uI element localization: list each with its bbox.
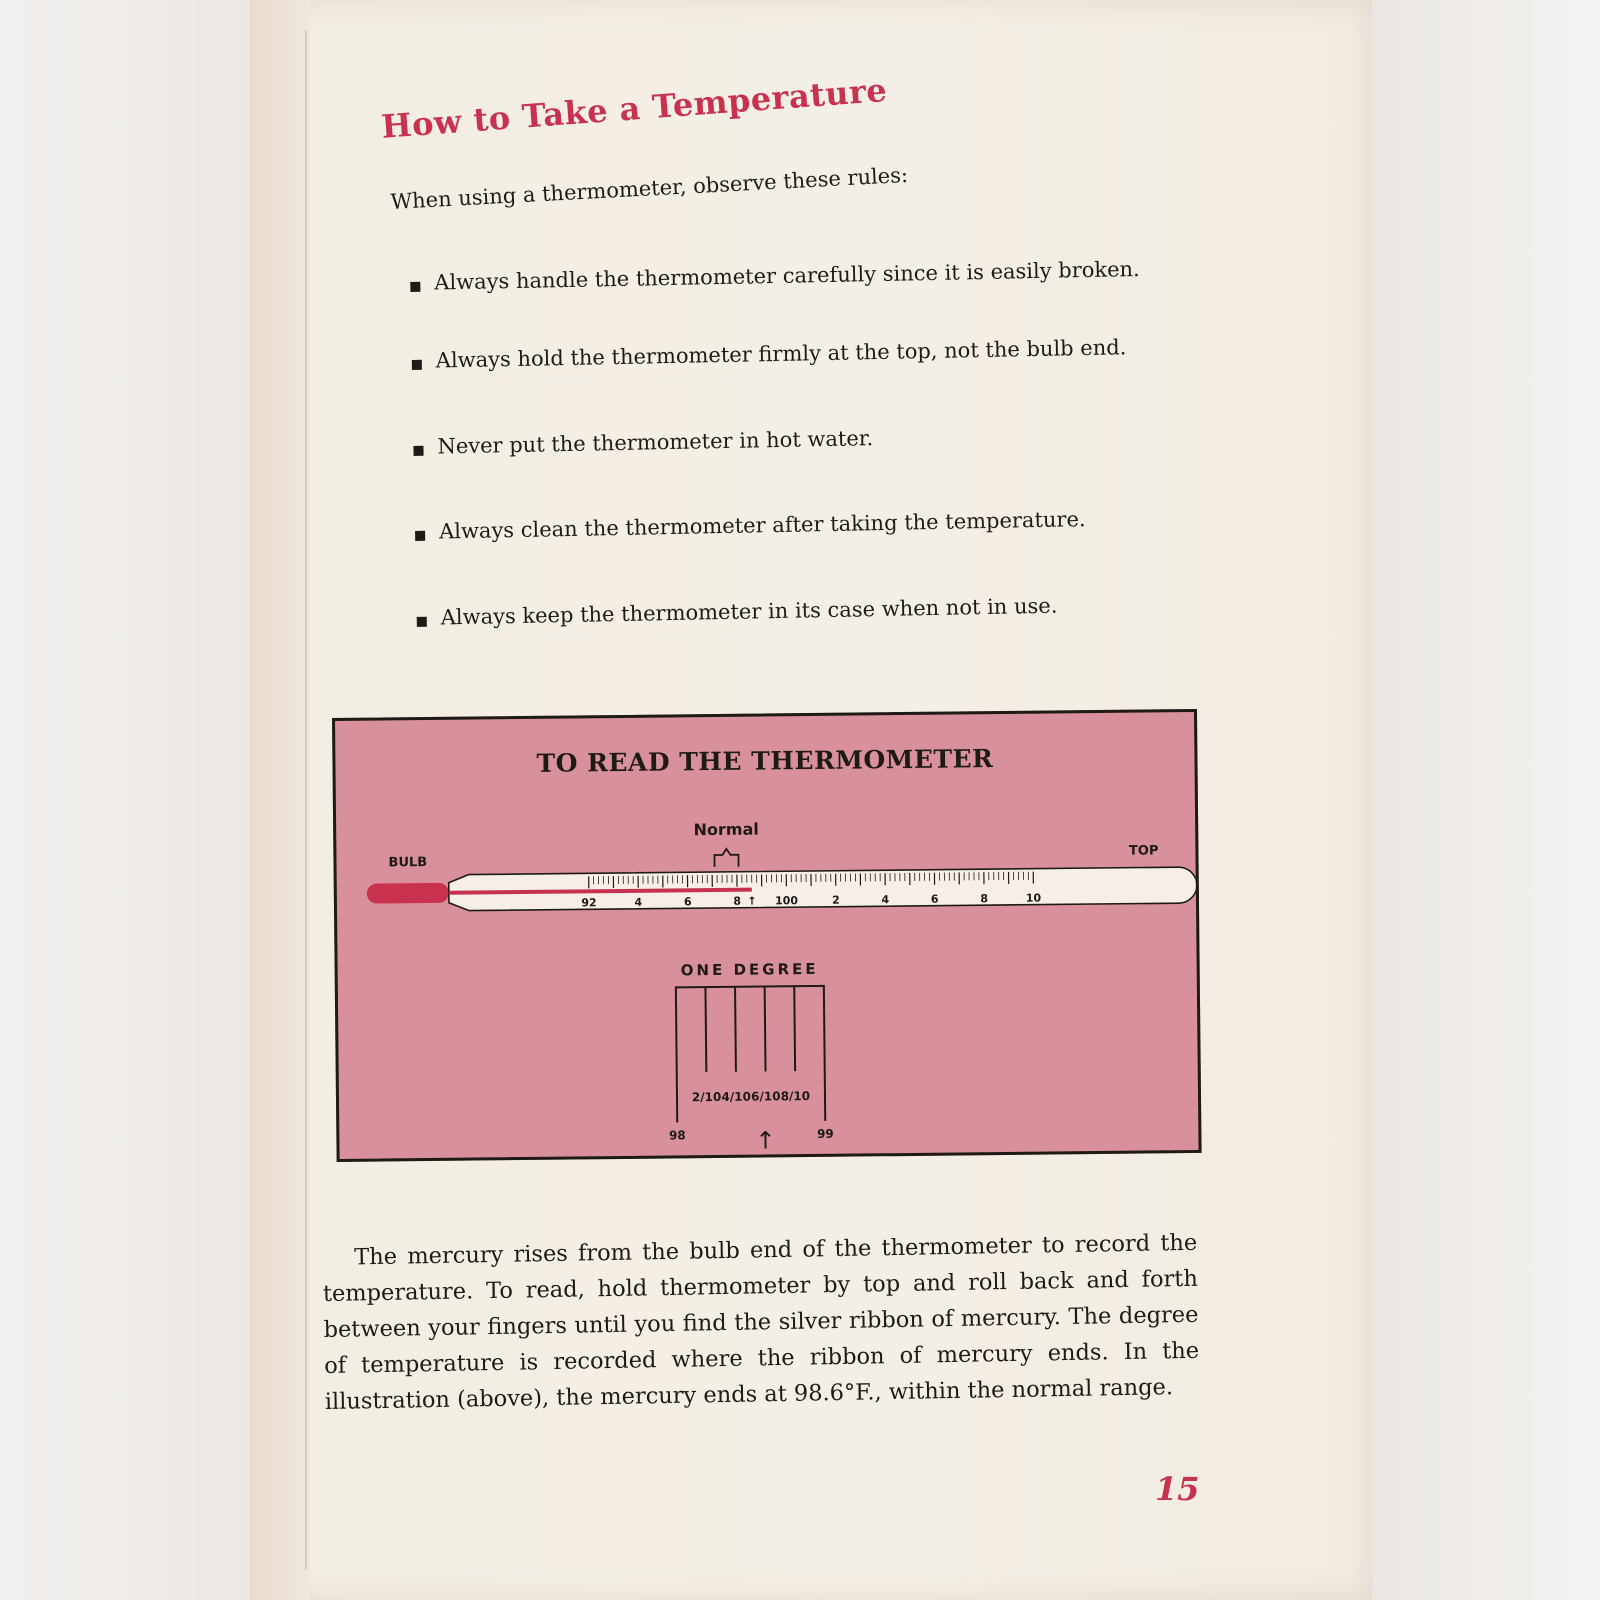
one-degree-label: ONE DEGREE xyxy=(680,959,819,980)
scale-label: 4 xyxy=(634,895,643,909)
rule-text: Always keep the thermometer in its case when not in use. xyxy=(440,593,1058,630)
detail-arrow-icon: ↑ xyxy=(755,1126,776,1155)
explanation-paragraph: The mercury rises from the bulb end of the thermometer to record the temperature. To read, hold thermometer by top and roll back and forth between your fingers until you find the silver ribbon of mercury. The degree of temperature is recorded where the ribbon of mercury ends. In the illustration (above), the mercury ends at 98.6°F., within the normal range. xyxy=(322,1229,1200,1415)
page-title: How to Take a Temperature xyxy=(380,70,889,146)
list-item xyxy=(410,253,1210,299)
scale-label: 8 xyxy=(980,892,989,906)
thermometer-diagram xyxy=(332,709,1202,1162)
scale-label: 6 xyxy=(930,892,939,906)
detail-start-label: 98 xyxy=(668,1128,686,1143)
list-item xyxy=(413,416,1213,462)
tenth-line xyxy=(794,986,795,1071)
list-item xyxy=(416,587,1216,633)
bullet-icon xyxy=(413,446,423,456)
scale-label: 4 xyxy=(881,893,890,907)
tenth-line xyxy=(735,987,736,1072)
top-label: TOP xyxy=(1128,843,1159,859)
scale-label: 2 xyxy=(832,893,840,907)
one-degree-detail xyxy=(676,986,825,1123)
fraction-label: 4/10 xyxy=(721,1089,751,1104)
scale-label: 6 xyxy=(683,895,692,909)
page-content xyxy=(320,40,1220,1560)
background-right xyxy=(1372,0,1600,1600)
scale-label: 10 xyxy=(1025,891,1042,905)
normal-arrow-icon: ↑ xyxy=(747,894,757,908)
thermometer-illustration xyxy=(335,712,1199,1159)
diagram-title: TO READ THE THERMOMETER xyxy=(536,744,994,778)
fraction-label: 6/10 xyxy=(750,1089,781,1104)
fraction-label: 2/10 xyxy=(691,1089,722,1105)
bullet-icon xyxy=(412,360,422,370)
fraction-label: 8/10 xyxy=(780,1089,811,1104)
thermometer-body xyxy=(449,867,1197,911)
scale-label: 8 xyxy=(733,894,742,908)
page-number: 15 xyxy=(1155,1470,1200,1508)
rules-list xyxy=(410,253,1218,688)
intro-text: When using a thermometer, observe these rules: xyxy=(390,162,909,214)
list-item xyxy=(412,331,1212,377)
bullet-icon xyxy=(415,531,425,541)
thermometer-bulb xyxy=(367,883,449,904)
scale-label: 100 xyxy=(774,894,799,908)
scale-label: 92 xyxy=(581,896,597,910)
tenth-line xyxy=(765,986,766,1071)
detail-end-label: 99 xyxy=(816,1126,834,1141)
list-item xyxy=(415,502,1215,548)
normal-label: Normal xyxy=(693,819,759,840)
tenth-line xyxy=(705,987,706,1072)
bulb-label: BULB xyxy=(388,855,428,871)
rule-text: Always clean the thermometer after taking the temperature. xyxy=(438,507,1086,544)
rule-text: Always handle the thermometer carefully since it is easily broken. xyxy=(434,256,1140,295)
bullet-icon xyxy=(417,616,427,626)
bullet-icon xyxy=(410,282,420,292)
previous-page-edge xyxy=(250,0,310,1600)
rule-text: Always hold the thermometer firmly at the top, not the bulb end. xyxy=(435,335,1127,373)
background-left xyxy=(0,0,250,1600)
normal-bracket xyxy=(714,849,738,867)
page-fold xyxy=(305,30,308,1570)
rule-text: Never put the thermometer in hot water. xyxy=(437,426,874,459)
